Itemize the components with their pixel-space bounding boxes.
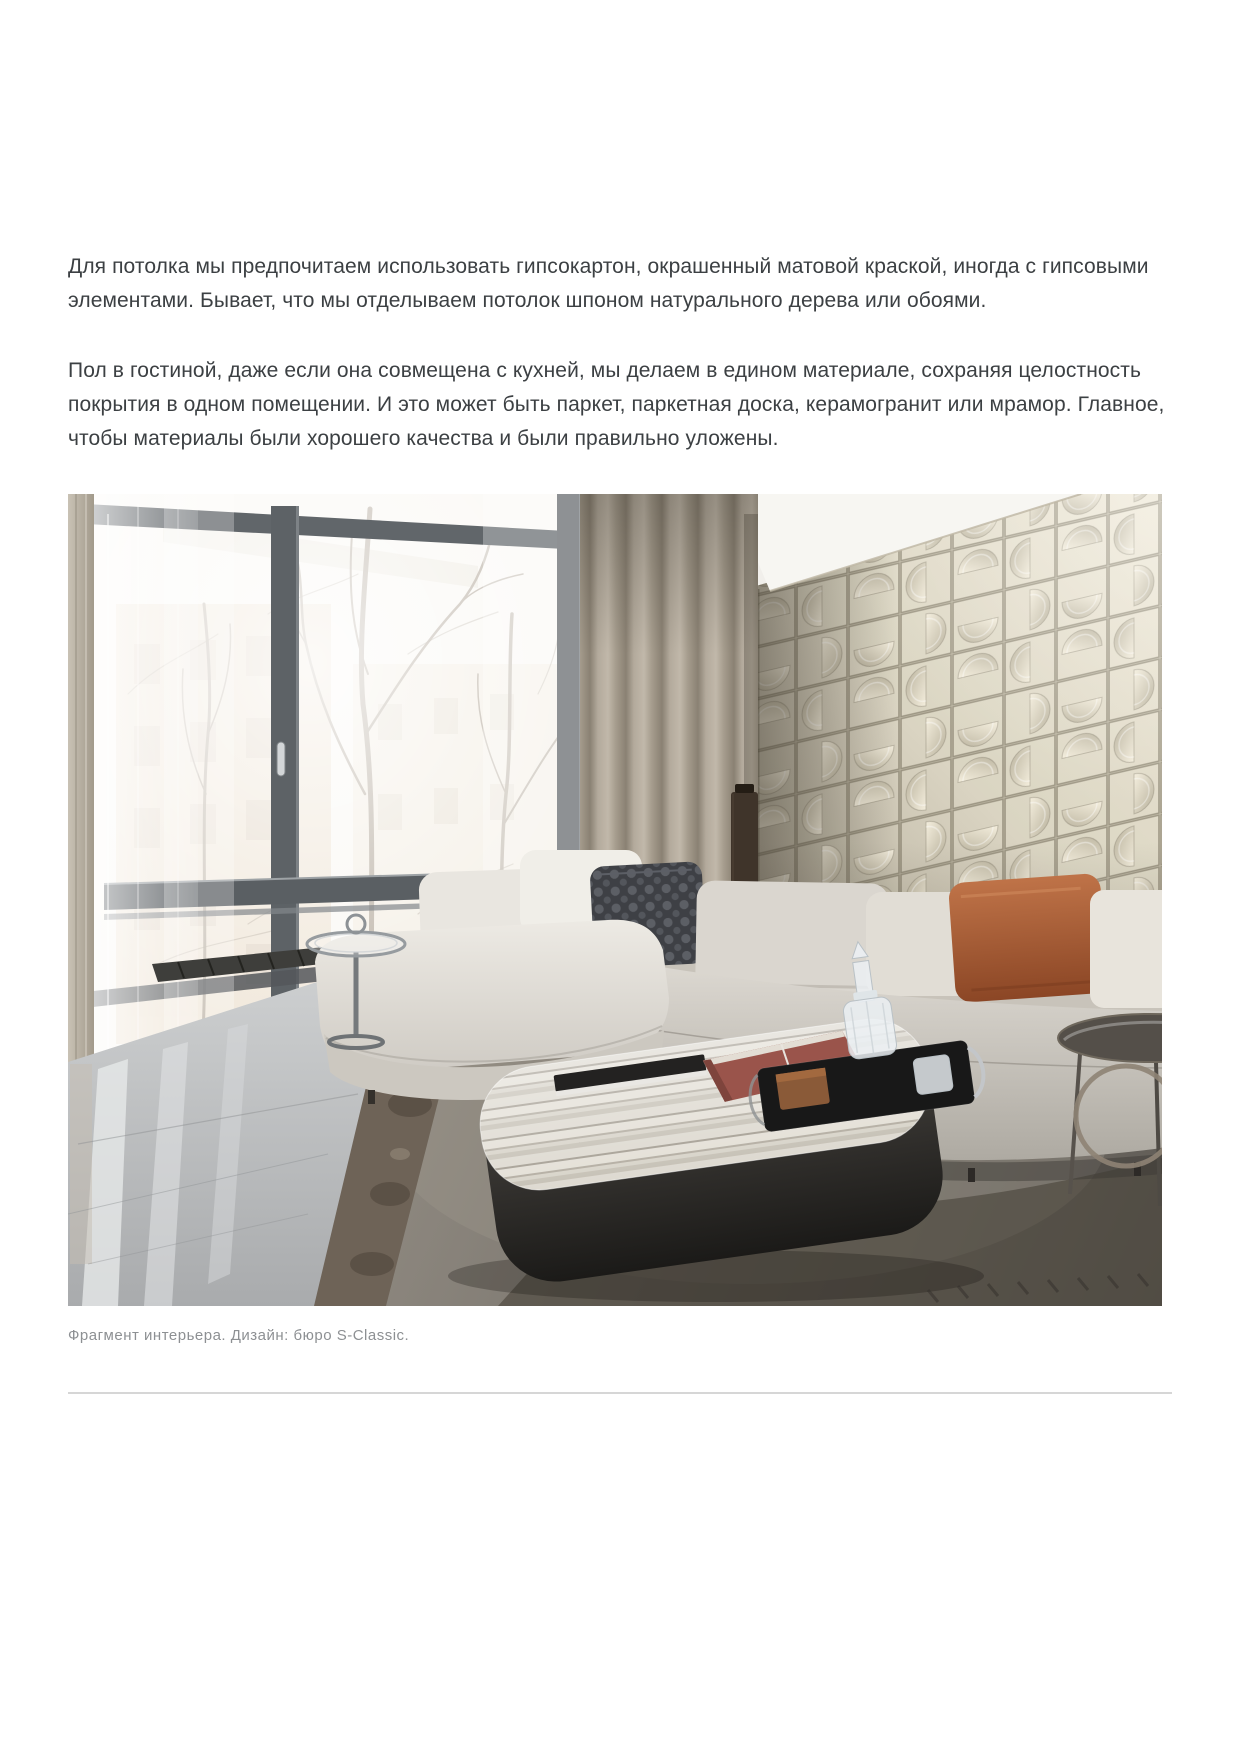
interior-photo (68, 494, 1162, 1306)
interior-photo-figure (68, 494, 1172, 1346)
paragraph-ceiling: Для потолка мы предпочитаем использовать гипсокартон, окрашенный матовой краской, иногда с гипсовыми элементами. Бывает, что мы отделываем потолок шпоном натурального дерева или обоями. (68, 255, 1149, 312)
window-handle (277, 742, 285, 776)
sofa-cushion-rust (948, 873, 1108, 1003)
paragraph-floor: Пол в гостиной, даже если она совмещена с кухней, мы делаем в едином материале, сохраняя целостность покрытия в одном помещении. И это может быть паркет, паркетная доска, керамогранит или мрамор. Главное, чтобы материалы были хорошего качества и были правильно уложены. (68, 359, 1165, 450)
photo-caption: Фрагмент интерьера. Дизайн: бюро S-Classic. (68, 1327, 410, 1344)
left-curtain (68, 494, 94, 1134)
article-page (68, 0, 1172, 1394)
section-divider (68, 1392, 1172, 1394)
whiskey-glass (913, 1054, 954, 1095)
